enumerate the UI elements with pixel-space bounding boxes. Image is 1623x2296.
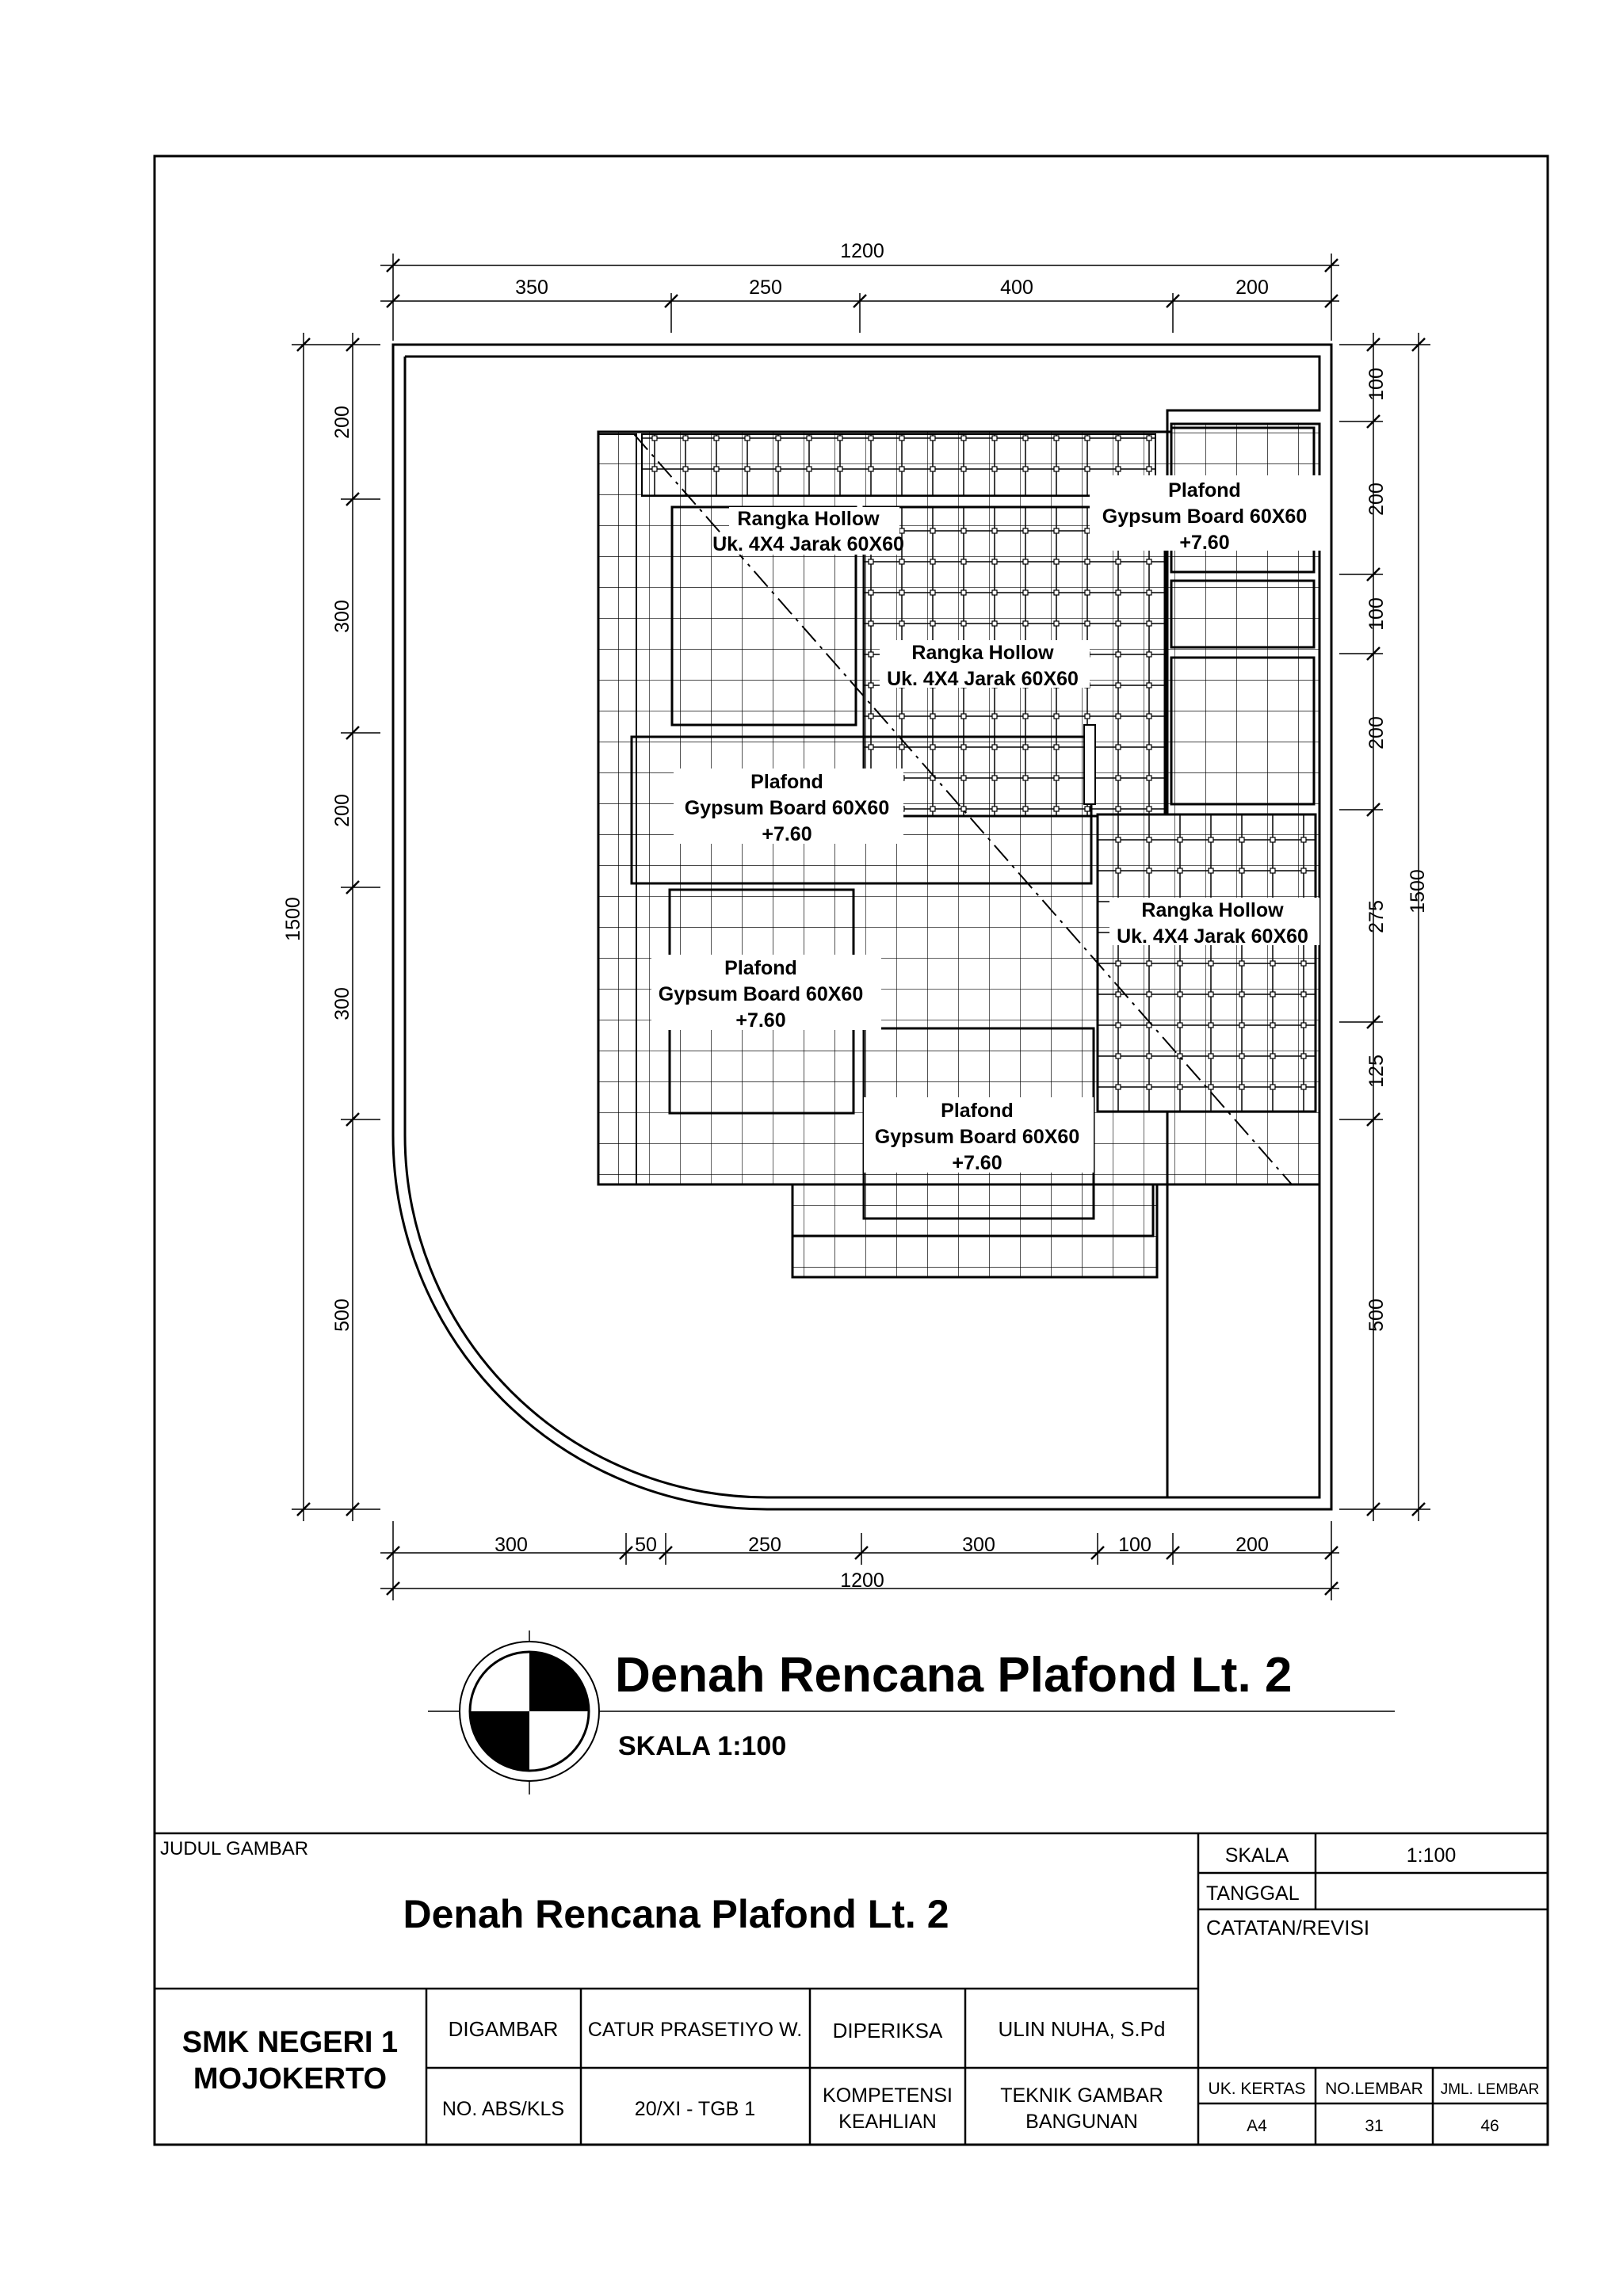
dim-top-total: 1200: [840, 240, 884, 262]
dim-top-seg: 400: [1000, 277, 1033, 299]
dim-right-seg: 200: [1365, 482, 1388, 516]
dim-top-seg: 250: [749, 277, 782, 299]
label-plafond-4: Plafond: [941, 1100, 1014, 1122]
kertas-value: A4: [1247, 2117, 1267, 2135]
kertas-label: UK. KERTAS: [1208, 2080, 1306, 2098]
tanggal-label: TANGGAL: [1206, 1882, 1300, 1905]
dim-right-seg: 200: [1365, 716, 1388, 749]
skala-value: 1:100: [1406, 1844, 1457, 1867]
label-plafond-2: +7.60: [762, 823, 812, 845]
dim-right-seg: 125: [1365, 1055, 1388, 1088]
jurusan-value: TEKNIK GAMBAR: [1000, 2084, 1163, 2107]
dim-bottom-seg: 100: [1118, 1534, 1151, 1556]
dim-bottom-seg: 50: [635, 1534, 657, 1556]
diperiksa-label: DIPERIKSA: [832, 2019, 943, 2042]
label-plafond-3: Gypsum Board 60X60: [658, 983, 864, 1005]
dim-right-seg: 100: [1365, 368, 1388, 401]
label-hollow-2: Uk. 4X4 Jarak 60X60: [887, 668, 1079, 690]
drawing-title: Denah Rencana Plafond Lt. 2: [615, 1648, 1293, 1703]
dim-top-seg: 350: [515, 277, 548, 299]
dim-top-seg: 200: [1235, 277, 1269, 299]
dim-left-seg: 200: [331, 406, 353, 439]
judul-value: Denah Rencana Plafond Lt. 2: [403, 1892, 949, 1936]
catatan-label: CATATAN/REVISI: [1206, 1916, 1370, 1939]
dim-right-total: 1500: [1407, 869, 1429, 913]
room-hollow-3: [1098, 814, 1316, 1112]
dim-left-seg: 200: [331, 794, 353, 827]
label-plafond-1: Gypsum Board 60X60: [1102, 505, 1308, 528]
dim-bottom-total: 1200: [840, 1569, 884, 1592]
dim-left-seg: 500: [331, 1299, 353, 1332]
label-plafond-4: +7.60: [952, 1152, 1002, 1174]
digambar-label: DIGAMBAR: [448, 2017, 559, 2041]
digambar-value: CATUR PRASETIYO W.: [587, 2019, 803, 2041]
kompetensi-label: KOMPETENSI: [823, 2084, 953, 2107]
dim-right-seg: 275: [1365, 900, 1388, 933]
dim-bottom-seg: 250: [748, 1534, 781, 1556]
dim-right-seg: 100: [1365, 597, 1388, 631]
diperiksa-value: ULIN NUHA, S.Pd: [998, 2017, 1166, 2041]
scale-caption: SKALA 1:100: [618, 1731, 787, 1761]
dim-left-seg: 300: [331, 987, 353, 1020]
label-hollow-1: Uk. 4X4 Jarak 60X60: [712, 533, 904, 555]
label-plafond-1: +7.60: [1179, 532, 1230, 554]
kompetensi-label: KEAHLIAN: [838, 2111, 937, 2133]
label-plafond-3: Plafond: [724, 957, 797, 979]
school-name: SMK NEGERI 1: [181, 2026, 399, 2059]
label-hollow-1: Rangka Hollow: [737, 508, 880, 530]
label-plafond-4: Gypsum Board 60X60: [874, 1126, 1080, 1148]
judul-label: JUDUL GAMBAR: [160, 1838, 309, 1859]
lembar-label: NO.LEMBAR: [1325, 2080, 1423, 2098]
lembar-value: 31: [1365, 2117, 1384, 2135]
dim-left-seg: 300: [331, 600, 353, 633]
label-plafond-3: +7.60: [735, 1009, 786, 1032]
jurusan-value: BANGUNAN: [1025, 2111, 1138, 2133]
dim-bottom-seg: 200: [1235, 1534, 1269, 1556]
label-plafond-2: Plafond: [750, 771, 823, 793]
jml-value: 46: [1480, 2117, 1499, 2135]
abs-value: 20/XI - TGB 1: [634, 2098, 756, 2120]
dim-bottom-seg: 300: [962, 1534, 995, 1556]
label-hollow-3: Uk. 4X4 Jarak 60X60: [1117, 925, 1308, 948]
label-hollow-3: Rangka Hollow: [1141, 899, 1284, 921]
dim-left-total: 1500: [282, 897, 304, 941]
label-plafond-2: Gypsum Board 60X60: [684, 797, 890, 819]
skala-label: SKALA: [1224, 1844, 1289, 1867]
dim-right-seg: 500: [1365, 1299, 1388, 1332]
abs-label: NO. ABS/KLS: [441, 2098, 565, 2120]
jml-label: JML. LEMBAR: [1440, 2081, 1540, 2098]
dim-bottom-seg: 300: [495, 1534, 528, 1556]
label-hollow-2: Rangka Hollow: [911, 642, 1054, 664]
school-name: MOJOKERTO: [193, 2062, 388, 2096]
label-plafond-1: Plafond: [1168, 479, 1241, 502]
